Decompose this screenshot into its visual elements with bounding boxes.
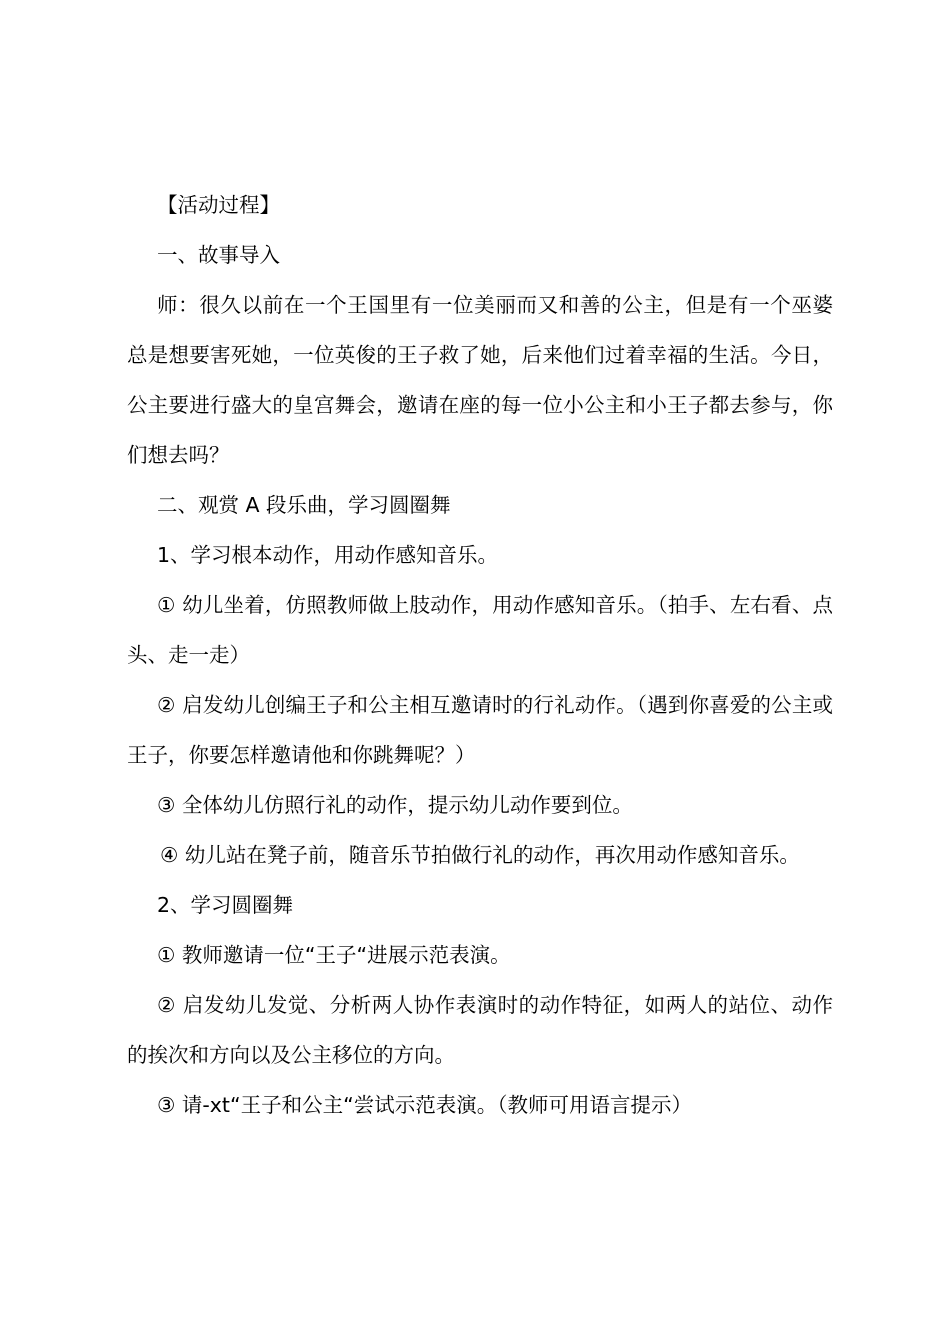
heading-appreciate-music: 二、观赏 A 段乐曲，学习圆圈舞 [157,493,451,517]
paragraph-teacher-story: 师：很久以前在一个王国里有一位美丽而又和善的公主，但是有一个巫婆总是想要害死她，一位英俊的王子救了她，后来他们过着幸福的生活。今日，公主要进行盛大的皇宫舞会，邀请在座的每一位小公主和小王子都去参与，你们想去吗？ [127,293,833,467]
subheading-circle-dance: 2、学习圆圈舞 [157,893,294,917]
list-item-step-2: ② 启发幼儿创编王子和公主相互邀请时的行礼动作。（遇到你喜爱的公主或王子，你要怎样邀请他和你跳舞呢？） [127,693,833,767]
document-body [127,180,833,1130]
list-item-step-1: ① 幼儿坐着，仿照教师做上肢动作，用动作感知音乐。（拍手、左右看、点头、走一走） [127,593,833,667]
heading-story-intro: 一、故事导入 [157,243,280,267]
list-item-dance-step-3: ③ 请-xt“王子和公主“尝试示范表演。（教师可用语言提示） [157,1093,692,1117]
list-item-step-3: ③ 全体幼儿仿照行礼的动作，提示幼儿动作要到位。 [157,793,633,817]
list-item-step-4: ④ 幼儿站在凳子前，随音乐节拍做行礼的动作，再次用动作感知音乐。 [160,843,800,867]
list-item-dance-step-2: ② 启发幼儿发觉、分析两人协作表演时的动作特征，如两人的站位、动作的挨次和方向以及公主移位的方向。 [127,993,833,1067]
section-heading-activity-process: 【活动过程】 [157,193,280,217]
list-item-dance-step-1: ① 教师邀请一位“王子“进展示范表演。 [157,943,511,967]
subheading-basic-movements: 1、学习根本动作，用动作感知音乐。 [157,543,499,567]
